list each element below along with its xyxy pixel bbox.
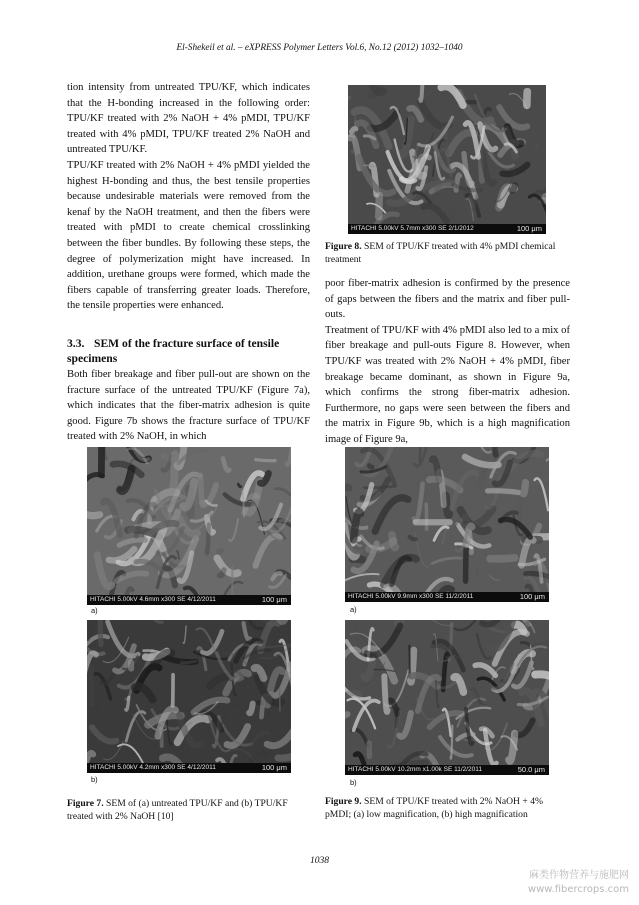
sem-texture — [348, 85, 546, 224]
figure-7-caption: Figure 7. SEM of (a) untreated TPU/KF and (b) TPU/KF treated with 2% NaOH [10] — [67, 798, 288, 822]
figure-7a-sem-image — [87, 447, 291, 605]
figure-9a-sem-image — [345, 447, 549, 602]
watermark: 麻类作物营养与施肥网 www.fibercrops.com — [527, 870, 629, 895]
right-column-text — [325, 276, 570, 448]
figure-7b-label: b) — [91, 775, 98, 784]
sem-texture — [87, 620, 291, 763]
figure-9a-label: a) — [350, 605, 357, 614]
left-column-top — [67, 80, 310, 314]
sem-texture — [345, 447, 549, 592]
left-para-1: tion intensity from untreated TPU/KF, which indicates that the H-bonding increased in the following order: TPU/KF treated with 2% NaOH + 4% pMDI, TPU/KF treated with 4% pMDI, TPU/KF treated 2% NaOH and untreated TPU/KF. — [67, 82, 310, 156]
figure-9b-label: b) — [350, 778, 357, 787]
right-para-1: poor fiber-matrix adhesion is confirmed by the presence of gaps between the fibers and the matrix and fiber pull-outs. — [325, 278, 570, 321]
figure-7a-label: a) — [91, 606, 98, 615]
sem-info-bar: HITACHI 5.00kV 10.2mm x1.00k SE 11/2/2011 50.0 μm — [345, 765, 549, 775]
page-number: 1038 — [310, 856, 329, 866]
sem-texture — [87, 447, 291, 595]
sem-info-bar: HITACHI 5.00kV 9.9mm x300 SE 11/2/2011 100 μm — [345, 592, 549, 602]
sem-texture — [345, 620, 549, 765]
section-heading — [67, 336, 310, 366]
section-number: 3.3. — [67, 337, 85, 350]
figure-8-caption: Figure 8. SEM of TPU/KF treated with 4% pMDI chemical treatment — [325, 241, 556, 265]
left-column-bottom — [67, 367, 310, 445]
figure-7b-sem-image — [87, 620, 291, 773]
left-para-2: TPU/KF treated with 2% NaOH + 4% pMDI yielded the highest H-bonding and thus, the best tensile properties because undesirable materials were removed from the kenaf by the NaOH treatment, and then the fibers were treated with pMDI to create chemical crosslinking between the fiber bundles. By following these steps, the degree of polymerization might have increased. In addition, urethane groups were formed, which made the fibers capable of transferring greater loads. Therefore, the tensile properties were enhanced. — [67, 159, 310, 312]
sem-info-bar: HITACHI 5.00kV 4.6mm x300 SE 4/12/2011 100 μm — [87, 595, 291, 605]
running-header: El-Shekeil et al. – eXPRESS Polymer Letters Vol.6, No.12 (2012) 1032–1040 — [176, 43, 463, 53]
left-para-3: Both fiber breakage and fiber pull-out are shown on the fracture surface of the untreated TPU/KF (Figure 7a), which indicates that the fiber-matrix adhesion is quite good. Figure 7b shows the fracture surface of TPU/KF treated with 2% NaOH, in which — [67, 369, 310, 443]
sem-info-bar: HITACHI 5.00kV 4.2mm x300 SE 4/12/2011 100 μm — [87, 763, 291, 773]
figure-9b-sem-image — [345, 620, 549, 775]
section-title: SEM of the fracture surface of tensile specimens — [67, 337, 280, 365]
figure-8-sem-image — [348, 85, 546, 234]
right-para-2: Treatment of TPU/KF with 4% pMDI also led to a mix of fiber breakage and pull-outs Figure 8. However, when TPU/KF was treated with 2% NaOH + 4% pMDI, fiber breakage became dominant, as shown in Figure 9a, which confirms the strong fiber-matrix adhesion. Furthermore, no gaps were seen between the fibers and the matrix in Figure 9b, which is a high magnification image of Figure 9a, — [325, 324, 570, 445]
sem-info-bar: HITACHI 5.00kV 5.7mm x300 SE 2/1/2012 100 μm — [348, 224, 546, 234]
figure-9-caption: Figure 9. SEM of TPU/KF treated with 2% NaOH + 4% pMDI; (a) low magnification, (b) high magnification — [325, 796, 543, 820]
